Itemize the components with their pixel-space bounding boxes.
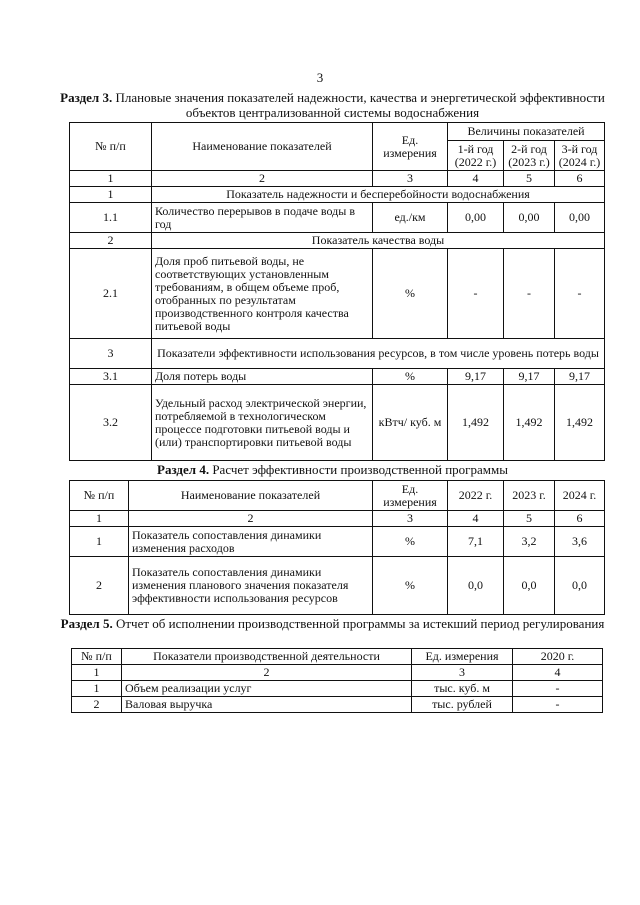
header-values-group: Величины показателей [448,123,605,141]
page-number: 3 [316,70,324,85]
col-number: 5 [504,171,555,187]
row-value: - [513,681,603,697]
header-year1: 1-й год (2022 г.) [448,141,504,171]
header-num: № п/п [70,481,129,511]
row-value: - [513,697,603,713]
group-title: Показатель надежности и бесперебойности водоснабжения [152,187,605,203]
row-name: Удельный расход электрической энергии, потребляемой в технологическом процессе подготовки питьевой воды и (или) транспортировки питьевой воды [152,385,373,461]
row-name: Количество перерывов в подаче воды в год [152,203,373,233]
row-unit: тыс. куб. м [412,681,513,697]
section5-title-bold: Раздел 5. [60,616,113,631]
row-value: 9,17 [555,369,605,385]
section3-title-text: Плановые значения показателей надежности, качества и энергетической эффективности объектов централизованной системы водоснабжения [112,90,605,120]
row-value: 9,17 [504,369,555,385]
row-value: - [555,249,605,339]
row-num: 2 [70,557,129,615]
group-title: Показатели эффективности использования ресурсов, в том числе уровень потерь воды [152,339,605,369]
row-value: 1,492 [448,385,504,461]
table-row [72,681,603,697]
table-row [70,369,605,385]
header-year1: 2022 г. [448,481,504,511]
row-value: 0,0 [448,557,504,615]
row-name: Показатель сопоставления динамики изменения расходов [129,527,373,557]
table-row [70,385,605,461]
header-unit: Ед. измерения [373,123,448,171]
row-name: Показатель сопоставления динамики изменения планового значения показателя эффективности использования ресурсов [129,557,373,615]
col-number: 3 [412,665,513,681]
col-number: 6 [555,171,605,187]
row-value: 0,0 [504,557,555,615]
row-unit: % [373,249,448,339]
row-value: - [504,249,555,339]
col-number: 1 [72,665,122,681]
section3-table [69,122,605,461]
row-name: Доля потерь воды [152,369,373,385]
row-num: 2.1 [70,249,152,339]
table-row [70,527,605,557]
row-value: 7,1 [448,527,504,557]
row-unit: % [373,527,448,557]
header-unit: Ед. измерения [373,481,448,511]
table-row [70,557,605,615]
table-row [70,203,605,233]
table-row [72,697,603,713]
row-unit: % [373,557,448,615]
row-value: 0,00 [448,203,504,233]
section5-table [71,648,603,713]
row-unit: ед./км [373,203,448,233]
row-value: 3,2 [504,527,555,557]
header-num: № п/п [72,649,122,665]
row-num: 3.1 [70,369,152,385]
row-unit: % [373,369,448,385]
col-number: 3 [373,511,448,527]
row-unit: тыс. рублей [412,697,513,713]
row-value: 0,00 [504,203,555,233]
table-row [70,249,605,339]
col-number: 4 [513,665,603,681]
row-value: 0,00 [555,203,605,233]
section5-title [60,616,605,631]
row-name: Валовая выручка [122,697,412,713]
row-value: - [448,249,504,339]
row-num: 2 [72,697,122,713]
section5-title-text: Отчет об исполнении производственной программы за истекший период регулирования [112,616,605,631]
section3-title [60,90,605,120]
col-number: 1 [70,511,129,527]
section4-title [60,462,605,477]
row-value: 0,0 [555,557,605,615]
row-value: 9,17 [448,369,504,385]
table-row [70,339,605,369]
header-year3: 2024 г. [555,481,605,511]
group-num: 2 [70,233,152,249]
section3-title-bold: Раздел 3. [60,90,113,105]
group-title: Показатель качества воды [152,233,605,249]
col-number: 3 [373,171,448,187]
row-num: 1 [72,681,122,697]
col-number: 4 [448,171,504,187]
col-number: 2 [129,511,373,527]
header-year2: 2-й год (2023 г.) [504,141,555,171]
section4-table [69,480,605,615]
header-unit: Ед. измерения [412,649,513,665]
row-value: 1,492 [504,385,555,461]
header-name: Показатели производственной деятельности [122,649,412,665]
col-number: 1 [70,171,152,187]
section4-title-text: Расчет эффективности производственной программы [209,462,508,477]
row-num: 1.1 [70,203,152,233]
row-num: 1 [70,527,129,557]
header-num: № п/п [70,123,152,171]
row-value: 1,492 [555,385,605,461]
col-number: 4 [448,511,504,527]
group-num: 1 [70,187,152,203]
table-row [70,233,605,249]
col-number: 6 [555,511,605,527]
header-year3: 3-й год (2024 г.) [555,141,605,171]
row-name: Доля проб питьевой воды, не соответствующих установленным требованиям, в общем объеме проб, отобранных по результатам производственного контроля качества питьевой воды [152,249,373,339]
col-number: 2 [152,171,373,187]
header-name: Наименование показателей [129,481,373,511]
col-number: 2 [122,665,412,681]
section4-title-bold: Раздел 4. [157,462,210,477]
header-name: Наименование показателей [152,123,373,171]
table-row [70,187,605,203]
row-num: 3.2 [70,385,152,461]
header-year2: 2023 г. [504,481,555,511]
header-year: 2020 г. [513,649,603,665]
row-unit: кВтч/ куб. м [373,385,448,461]
row-name: Объем реализации услуг [122,681,412,697]
group-num: 3 [70,339,152,369]
row-value: 3,6 [555,527,605,557]
col-number: 5 [504,511,555,527]
